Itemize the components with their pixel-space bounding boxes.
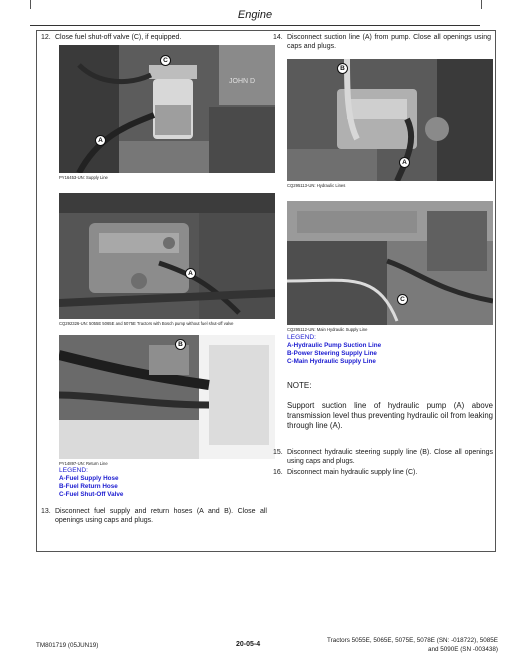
- callout-b: B: [337, 63, 348, 74]
- footer-doc-id: TM801719 (05JUN19): [36, 642, 99, 649]
- step-text: Disconnect suction line (A) from pump. Close all openings using caps and plugs.: [287, 34, 491, 50]
- photo-bosch-pump-image: [59, 193, 275, 319]
- step-number: 13.: [41, 508, 51, 515]
- callout-a: A: [399, 157, 410, 168]
- legend-item: C-Main Hydraulic Supply Line: [287, 358, 376, 365]
- step-number: 16.: [273, 469, 283, 476]
- note-body: Support suction line of hydraulic pump (A) above transmission level thus preventing hydraulic oil from leaking through line (A).: [287, 401, 493, 430]
- legend-item: A-Fuel Supply Hose: [59, 475, 119, 482]
- step-number: 15.: [273, 449, 283, 456]
- legend-item: B-Fuel Return Hose: [59, 483, 118, 490]
- footer-models-line2: and 5090E (SN -003438): [427, 646, 498, 653]
- photo-bosch-pump: [59, 193, 275, 319]
- top-border: [30, 0, 482, 9]
- photo-hydraulic-lines-image: [287, 59, 493, 181]
- header-divider: [30, 25, 480, 26]
- callout-c: C: [160, 55, 171, 66]
- step-text: Disconnect main hydraulic supply line (C).: [287, 469, 418, 476]
- photo-return-line-image: [59, 335, 275, 459]
- step-text: Close fuel shut-off valve (C), if equipped.: [55, 34, 182, 41]
- callout-b: B: [175, 339, 186, 350]
- photo-supply-line: [59, 45, 275, 173]
- photo-main-hydraulic-supply-image: [287, 201, 493, 325]
- legend-title: LEGEND:: [59, 467, 88, 474]
- figure-caption: CQ292326-UN: 5055E 5065E and 5075E Tractors with Bosch pump without fuel shut-off valve: [59, 321, 234, 326]
- legend-item: C-Fuel Shut-Off Valve: [59, 491, 124, 498]
- step-number: 12.: [41, 34, 51, 41]
- figure-caption: CQ295113-UN: Hydraulic Lines: [287, 183, 346, 188]
- callout-a: A: [95, 135, 106, 146]
- svg-text:JOHN D: JOHN D: [229, 78, 256, 85]
- step-number: 14.: [273, 34, 283, 41]
- footer-models-line1: Tractors 5055E, 5065E, 5075E, 5078E (SN: -018722), 5085E: [327, 637, 498, 644]
- legend-item: A-Hydraulic Pump Suction Line: [287, 342, 382, 349]
- figure-caption: CQ295112-UN: Main Hydraulic Supply Line: [287, 327, 368, 332]
- photo-main-hydraulic-supply: [287, 201, 493, 325]
- figure-caption: PY14897-UN: Return Line: [59, 461, 108, 466]
- page-header: Engine: [237, 9, 273, 21]
- photo-return-line: [59, 335, 275, 459]
- content-frame: [36, 30, 496, 552]
- footer-page-number: 20-05-4: [236, 641, 261, 648]
- legend-item: B-Power Steering Supply Line: [287, 350, 377, 357]
- legend-title: LEGEND:: [287, 334, 316, 341]
- note-title: NOTE:: [287, 381, 312, 390]
- figure-caption: PY16453-UN: Supply Line: [59, 175, 108, 180]
- callout-a: A: [185, 268, 196, 279]
- step-text: Disconnect fuel supply and return hoses (A and B). Close all openings using caps and plugs.: [55, 508, 267, 524]
- photo-hydraulic-lines: [287, 59, 493, 181]
- callout-c: C: [397, 294, 408, 305]
- step-text: Disconnect hydraulic steering supply line (B). Close all openings using caps and plugs.: [287, 449, 493, 465]
